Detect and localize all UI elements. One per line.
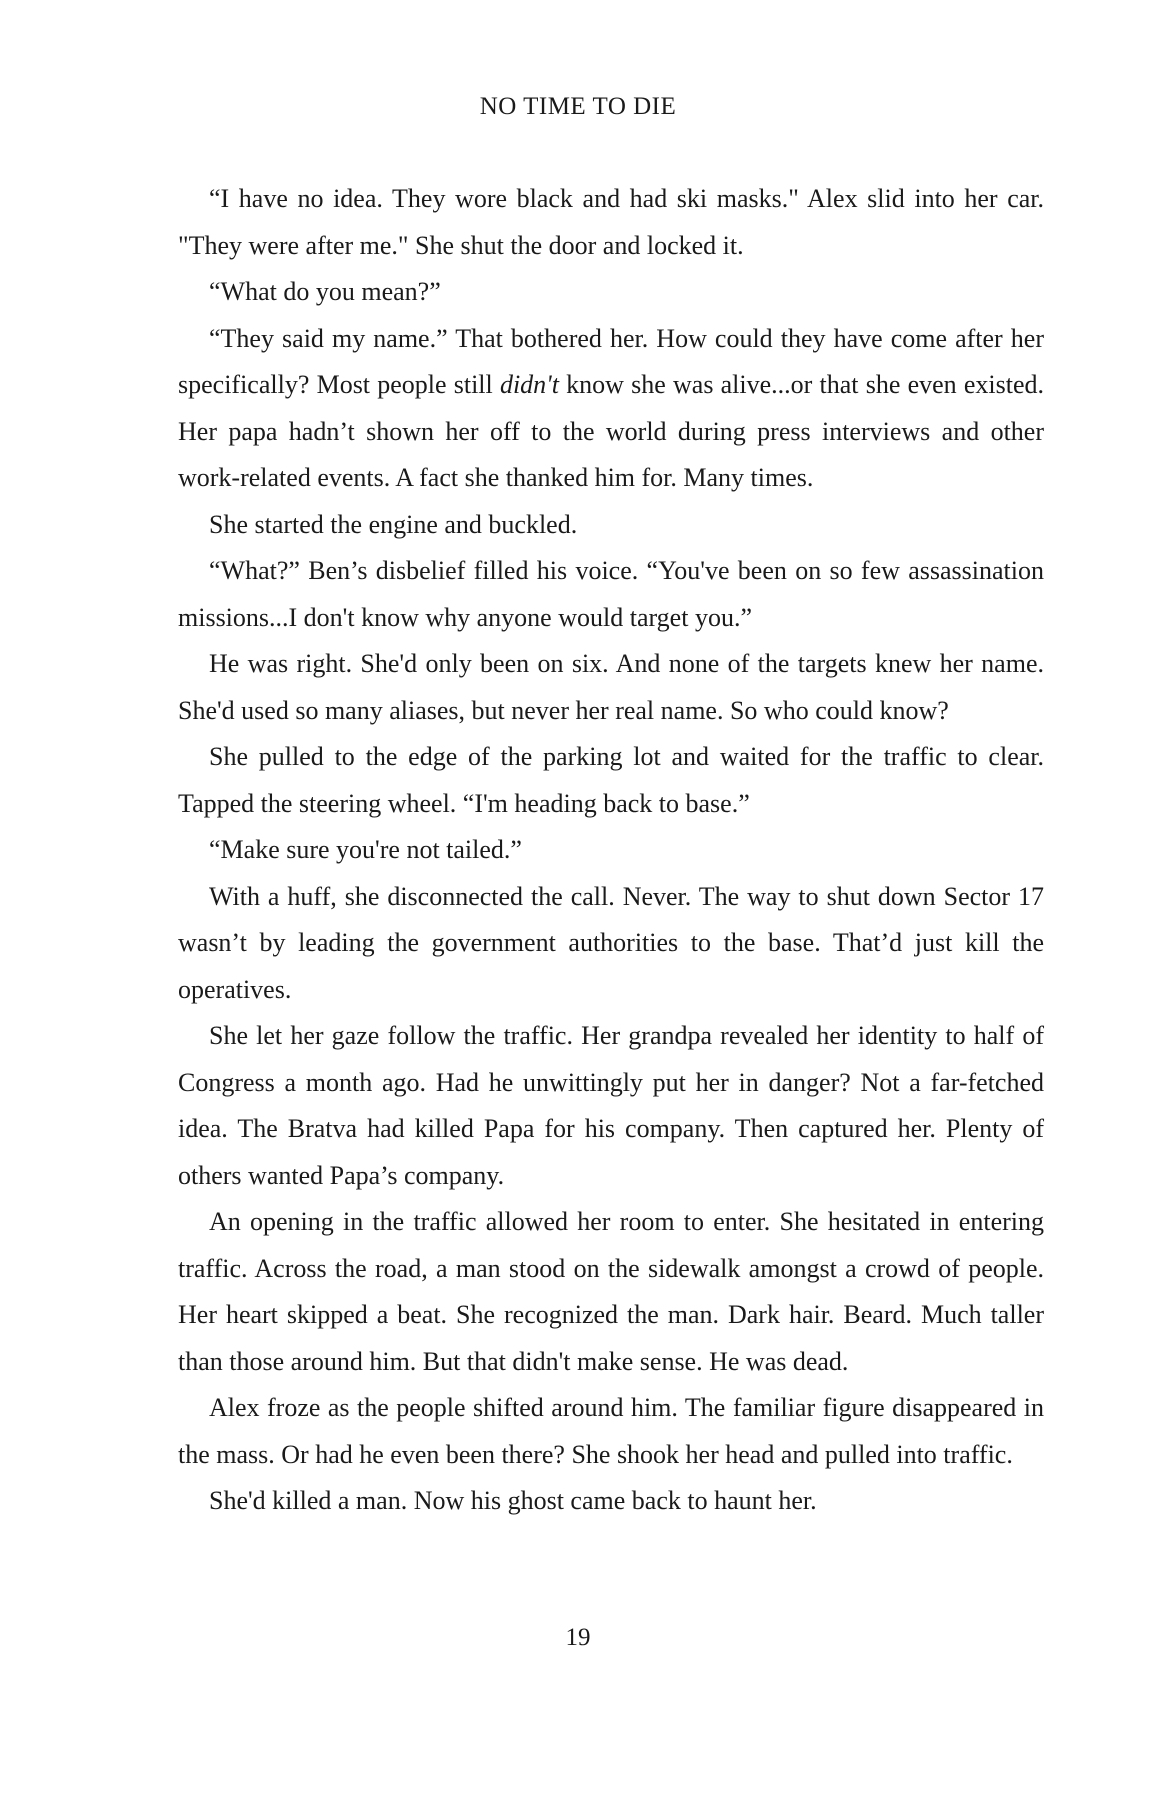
paragraph [178,316,1044,502]
text-run: “I have no idea. They wore black and had ski masks." Alex slid into her car. "They were after me." She shut the door and locked it. [178,184,1044,260]
paragraph [178,1385,1044,1478]
page-number: 19 [565,1624,591,1651]
text-run: She let her gaze follow the traffic. Her grandpa revealed her identity to half of Congress a month ago. Had he unwittingly put her in danger? Not a far-fetched idea. The Bratva had killed Papa for his company. Then captured her. Plenty of others wanted Papa’s company. [178,1021,1044,1190]
text-run: She started the engine and buckled. [209,509,578,539]
paragraph [178,641,1044,734]
paragraph [178,1478,1044,1525]
text-run: She pulled to the edge of the parking lot and waited for the traffic to clear. Tapped the steering wheel. “I'm heading back to base.” [178,742,1044,818]
text-run: “What?” Ben’s disbelief filled his voice. “You've been on so few assassination missions...I don't know why anyone would target you.” [178,556,1044,632]
paragraph [178,548,1044,641]
paragraph [178,176,1044,269]
paragraph [178,1013,1044,1199]
text-run: “They said my name.” That bothered her. How could they have come after her specifically? Most people still [178,323,1044,399]
text-run: With a huff, she disconnected the call. Never. The way to shut down Sector 17 wasn’t by leading the government authorities to the base. That’d just kill the operatives. [178,881,1044,1004]
body-text [178,176,1044,1525]
paragraph [178,874,1044,1014]
text-run: Alex froze as the people shifted around him. The familiar figure disappeared in the mass. Or had he even been there? She shook her head and pulled into traffic. [178,1393,1044,1469]
text-run: “What do you mean?” [209,277,441,306]
paragraph [178,269,1044,316]
text-run: He was right. She'd only been on six. And none of the targets knew her name. She'd used so many aliases, but never her real name. So who could know? [178,649,1044,725]
text-run: “Make sure you're not tailed.” [209,835,522,864]
text-run: know she was alive...or that she even existed. Her papa hadn’t shown her off to the world during press interviews and other work-related events. A fact she thanked him for. Many times. [178,370,1044,492]
text-run: She'd killed a man. Now his ghost came back to haunt her. [209,1486,817,1515]
paragraph [178,734,1044,827]
running-head: NO TIME TO DIE [479,93,677,120]
paragraph [178,827,1044,874]
italic-run: didn't [499,370,559,399]
paragraph [178,502,1044,549]
paragraph [178,1199,1044,1385]
text-run: An opening in the traffic allowed her room to enter. She hesitated in entering traffic. Across the road, a man stood on the sidewalk amongst a crowd of people. Her heart skipped a beat. She recognized the man. Dark hair. Beard. Much taller than those around him. But that didn't make sense. He was dead. [178,1207,1044,1376]
